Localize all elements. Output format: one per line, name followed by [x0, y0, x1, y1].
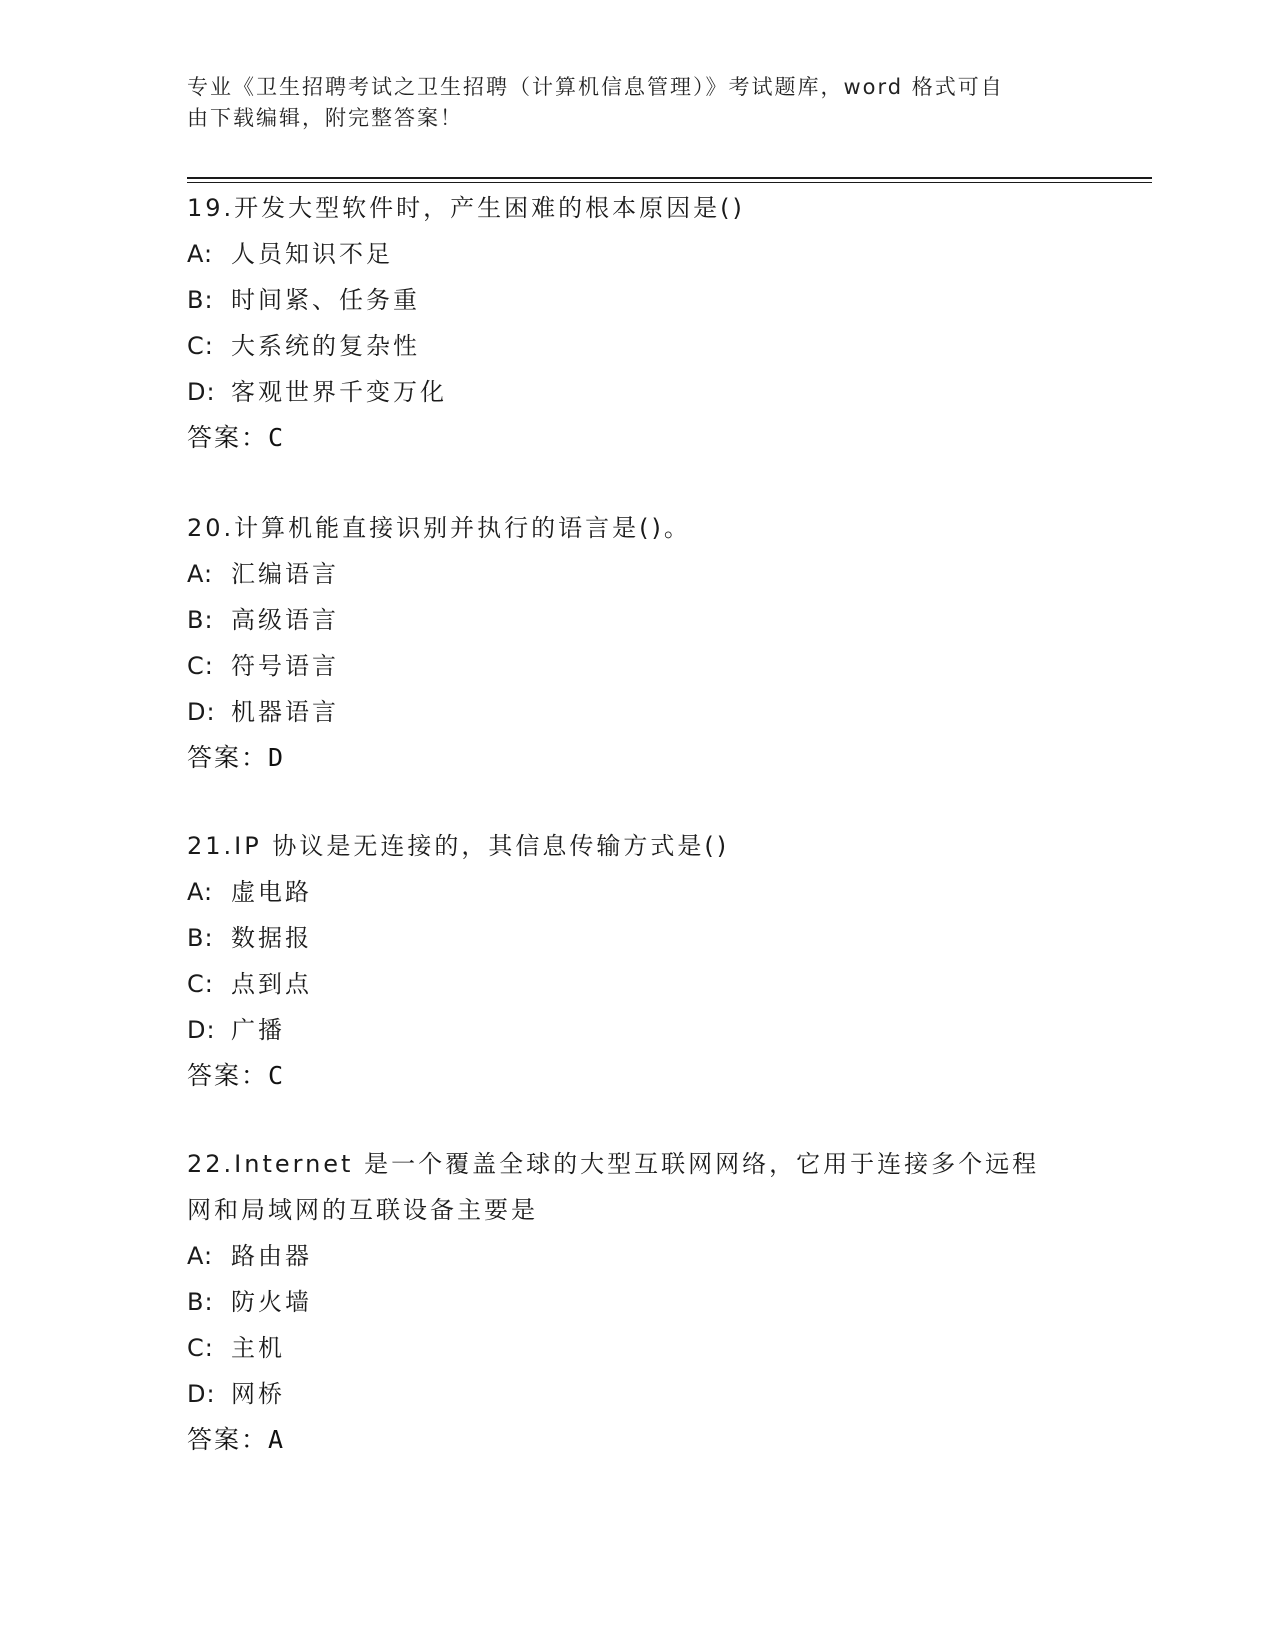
option-b	[187, 915, 1087, 961]
option-text: 防火墙	[231, 1288, 312, 1316]
answer-line	[187, 735, 1087, 781]
option-text: 路由器	[231, 1242, 312, 1270]
option-a	[187, 1233, 1087, 1279]
option-c	[187, 1325, 1087, 1371]
option-text: 主机	[231, 1334, 285, 1362]
option-letter: D:	[187, 378, 216, 406]
option-b	[187, 277, 1087, 323]
option-a	[187, 551, 1087, 597]
option-text: 符号语言	[231, 652, 339, 680]
document-header	[187, 72, 1087, 134]
option-d	[187, 1371, 1087, 1417]
question-19	[187, 185, 1087, 461]
option-text: 数据报	[231, 924, 312, 952]
option-d	[187, 369, 1087, 415]
question-stem: 21.IP 协议是无连接的，其信息传输方式是()	[187, 832, 730, 860]
option-text: 大系统的复杂性	[231, 332, 420, 360]
option-d	[187, 1007, 1087, 1053]
question-20	[187, 505, 1087, 781]
option-text: 汇编语言	[231, 560, 339, 588]
header-line-2: 由下载编辑，附完整答案！	[187, 106, 463, 130]
answer-label: 答案：	[187, 1061, 269, 1090]
option-text: 高级语言	[231, 606, 339, 634]
question-stem: 20.计算机能直接识别并执行的语言是()。	[187, 514, 691, 542]
option-c	[187, 323, 1087, 369]
option-text: 人员知识不足	[231, 240, 393, 268]
option-letter: D:	[187, 1380, 216, 1408]
question-22	[187, 1141, 1087, 1463]
answer-label: 答案：	[187, 1425, 269, 1454]
answer-value: D	[268, 743, 286, 772]
answer-line	[187, 415, 1087, 461]
answer-value: A	[268, 1425, 286, 1454]
answer-line	[187, 1417, 1087, 1463]
option-text: 点到点	[231, 970, 312, 998]
option-letter: D:	[187, 698, 216, 726]
option-letter: A:	[187, 1242, 214, 1270]
answer-value: C	[268, 1061, 286, 1090]
answer-label: 答案：	[187, 423, 269, 452]
header-line-1: 专业《卫生招聘考试之卫生招聘（计算机信息管理）》考试题库，word 格式可自	[187, 75, 1004, 99]
option-b	[187, 1279, 1087, 1325]
question-21	[187, 823, 1087, 1099]
option-c	[187, 643, 1087, 689]
option-letter: C:	[187, 332, 214, 360]
option-letter: D:	[187, 1016, 216, 1044]
option-text: 网桥	[231, 1380, 285, 1408]
option-letter: C:	[187, 970, 214, 998]
option-b	[187, 597, 1087, 643]
option-letter: B:	[187, 606, 214, 634]
option-c	[187, 961, 1087, 1007]
answer-label: 答案：	[187, 743, 269, 772]
option-text: 机器语言	[231, 698, 339, 726]
option-letter: B:	[187, 286, 214, 314]
option-letter: C:	[187, 1334, 214, 1362]
option-letter: C:	[187, 652, 214, 680]
question-stem-line-1: 22.Internet 是一个覆盖全球的大型互联网网络，它用于连接多个远程	[187, 1150, 1040, 1178]
option-text: 时间紧、任务重	[231, 286, 420, 314]
answer-value: C	[268, 423, 286, 452]
option-text: 虚电路	[231, 878, 312, 906]
option-text: 广播	[231, 1016, 285, 1044]
header-divider-thin	[187, 182, 1152, 183]
option-letter: A:	[187, 560, 214, 588]
option-letter: A:	[187, 878, 214, 906]
answer-line	[187, 1053, 1087, 1099]
option-d	[187, 689, 1087, 735]
question-stem-line-2: 网和局域网的互联设备主要是	[187, 1196, 538, 1224]
option-text: 客观世界千变万化	[231, 378, 447, 406]
option-a	[187, 231, 1087, 277]
option-letter: B:	[187, 1288, 214, 1316]
option-letter: B:	[187, 924, 214, 952]
question-stem: 19.开发大型软件时，产生困难的根本原因是()	[187, 194, 745, 222]
header-divider-thick	[187, 177, 1152, 179]
option-a	[187, 869, 1087, 915]
option-letter: A:	[187, 240, 214, 268]
